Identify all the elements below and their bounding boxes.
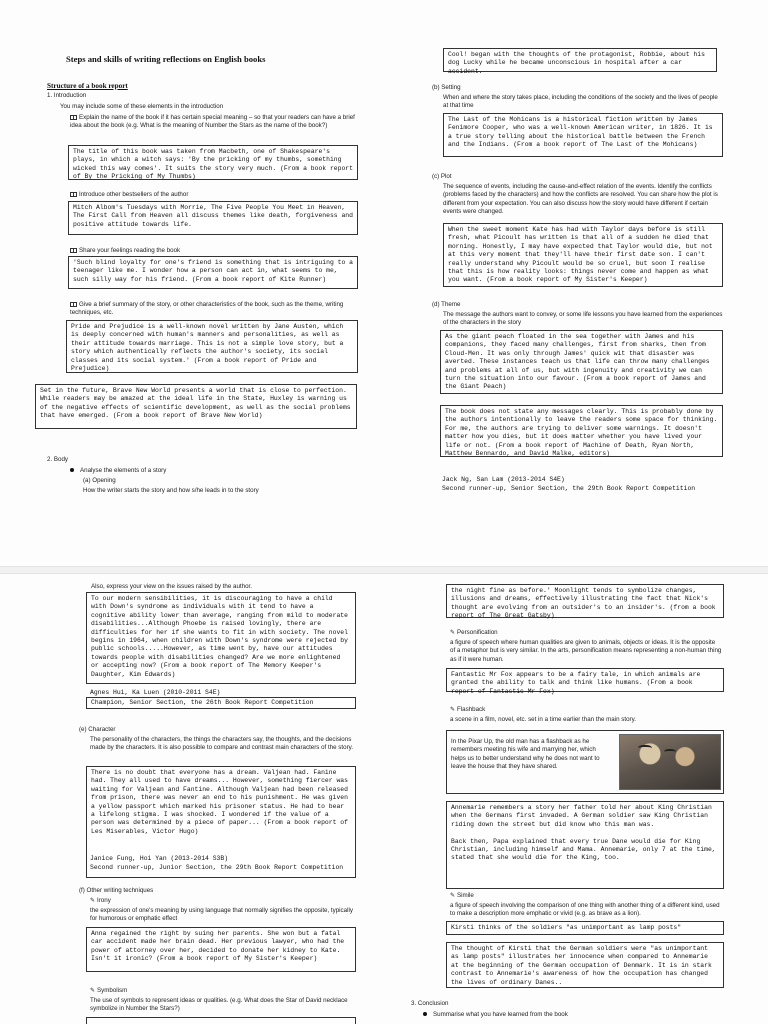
irony-label-text: Irony [97, 897, 111, 904]
box-annemarie: Annemarie remembers a story her father told her about King Christian when the Germans first invaded. A German soldier saw King Christian riding down the street but did know who this man was. Back then, Papa explained that every true Dane would die for King Christian, including himself and Mama. Annemarie, only 7 at the time, stated that she would die for the King, too. [446, 801, 724, 889]
flashback-label [450, 706, 485, 714]
box-kite-runner: 'Such blind loyalty for one's friend is something that is intriguing to a teenager like me. I wonder how a person can act in, what seems to me, such silly way for his friend. (From a book report of Kite Runner) [68, 256, 358, 289]
structure-heading: Structure of a book report [47, 82, 128, 90]
body-analyse-text: Analyse the elements of a story [80, 467, 167, 474]
credit-agnes: Agnes Hui, Ka Luen (2010-2011 S4E) [90, 689, 221, 696]
other-techniques-label: (f) Other writing techniques [79, 887, 154, 894]
opening-desc: How the writer starts the story and how s/he leads in to the story [83, 487, 259, 494]
intro-bestsellers [70, 191, 360, 199]
body-heading: 2. Body [47, 456, 68, 463]
flashback-example: In the Pixar Up, the old man has a flashback as he remembers meeting his wife and marrying her, which helps us to better understand why he does not want to leave the house that they have shared. [451, 738, 600, 771]
intro-summary-text: Give a brief summary of the story, or other characteristics of the book, such as the theme, writing techniques, etc. [70, 301, 344, 317]
plot-label: (c) Plot [432, 173, 452, 180]
box-pricking: The title of this book was taken from Macbeth, one of Shakespeare's plays, in which a witch says: 'By the pricking of my thumbs, something wicked this way comes'. It suits the story very much. (From a book report of By the Pricking of My Thumbs) [68, 145, 358, 180]
credit-jack: Jack Ng, San Lam (2013-2014 S4E) [442, 476, 565, 483]
credit-janice: Janice Fung, Hoi Yan (2013-2014 S3B) [90, 855, 229, 862]
credit-janice-award: Second runner-up, Junior Section, the 29th Book Report Competition [90, 864, 344, 871]
simile-label-text: Simile [457, 892, 474, 899]
box-fox: Fantastic Mr Fox appears to be a fairy tale, in which animals are granted the ability to talk and think like humans. (From a book report of Fantastic Mr Fox) [446, 668, 724, 692]
box-simile-explanation: The thought of Kirsti that the German soldiers were "as unimportant as lamp posts" illustrates her innocence when compared to Annemarie at the beginning of the German occupation of Denmark. It is in stark contrast to Annemarie's awareness of how the occupation has changed the lives of ordinary Danes.. [446, 942, 724, 988]
theme-label: (d) Theme [432, 301, 461, 308]
personification-label [450, 629, 498, 637]
setting-label: (b) Setting [432, 84, 461, 91]
intro-feelings-text: Share your feelings reading the book [79, 247, 181, 254]
box-mohicans: The Last of the Mohicans is a historical fiction written by James Fenimore Cooper, who was a well-known American writer, in 1826. It is a true story telling about the historical battle between the French and the Indians. (From a book report of The Last of the Mohicans) [443, 113, 723, 157]
intro-summary [70, 301, 360, 318]
document-title: Steps and skills of writing reflections on English books [66, 54, 266, 64]
plot-desc: The sequence of events, including the cause-and-effect relation of the events. Identify the conflicts (problems faced by the characters) and how the conflicts are resolved. You can share how the plot is different from your expectation. You can also discuss how the story would have different if certain events were changed. [443, 183, 718, 216]
bullet-icon [70, 468, 74, 472]
conclusion-item-text: Summarise what you have learned from the book [433, 1011, 568, 1018]
flashback-label-text: Flashback [457, 706, 486, 713]
pencil-icon: ✎ [450, 707, 456, 713]
also-express: Also, express your view on the issues raised by the author. [91, 583, 252, 590]
intro-feelings [70, 247, 360, 255]
intro-explain [70, 114, 360, 131]
box-kirsti: Kirsti thinks of the soldiers "as unimportant as lamp posts" [446, 921, 724, 935]
intro-bestsellers-text: Introduce other bestsellers of the author [79, 191, 189, 198]
pencil-icon: ✎ [450, 893, 456, 899]
personification-label-text: Personification [457, 629, 498, 636]
box-gatsby: the night fine as before.' Moonlight tends to symbolize changes, illusions and dreams, effectively illustrating the fact that Nick's thought are evolving from an outsider's to an insider's. (from a book report of The Great Gatsby) [446, 584, 724, 618]
pencil-icon: ✎ [90, 898, 96, 904]
book-icon [70, 302, 77, 307]
box-les-miserables: There is no doubt that everyone has a dream. Valjean had. Fanine had. They all used to have dreams... However, something fiercer was waiting for Valjean and Fantine. Although Valjean had been released from prison, there was never an end to his punishment. He was given a yellow passport which marked his prisoner status. He had to bear a lifelong stigma. I was shocked. I wondered if the value of a person was determined by a piece of paper... (From a book report of Les Miserables, Victor Hugo) [86, 766, 356, 878]
simile-label [450, 892, 474, 900]
bullet-icon [423, 1012, 427, 1016]
intro-heading: 1. Introduction [47, 92, 87, 99]
pencil-icon: ✎ [450, 630, 456, 636]
body-analyse [70, 467, 166, 475]
opening-label: (a) Opening [83, 477, 116, 484]
box-albom: Mitch Albom's Tuesdays with Morrie, The Five People You Meet in Heaven, The First Call from Heaven all discuss themes like death, forgiveness and positive attitude towards life. [68, 201, 358, 235]
box-symbolism-cut [86, 1017, 356, 1024]
pencil-icon: ✎ [90, 988, 96, 994]
flashback-desc: a scene in a film, novel, etc. set in a time earlier than the main story. [450, 716, 636, 723]
box-cool: Cool! began with the thoughts of the protagonist, Robbie, about his dog Lucky while he became unconscious in hospital after a car accident. [443, 48, 717, 72]
conclusion-label: 3. Conclusion [411, 1000, 449, 1007]
symbolism-label [90, 987, 127, 995]
box-irony: Anna regained the right by suing her parents. She won but a fatal car accident made her brain dead. Her previous lawyer, who had the power of attorney over her, decided to donate her kidney to Kate. Isn't it ironic? (From a book report of My Sister's Keeper) [86, 927, 356, 972]
credit-agnes-award: Champion, Senior Section, the 26th Book Report Competition [86, 697, 356, 709]
irony-label [90, 897, 111, 905]
personification-desc: a figure of speech where human qualities are given to animals, objects or ideas. It is the opposite of a metaphor but is very similar. In the arts, personification means representing a non-human thing as if it were human. [450, 639, 722, 663]
intro-note: You may include some of these elements in the introduction [60, 103, 224, 110]
theme-desc: The message the authors want to convey, or some life lessons you have learned from the experiences of the characters in the story [443, 311, 723, 327]
box-memory-keeper: To our modern sensibilities, it is discouraging to have a child with Down's syndrome as individuals with it tend to have a cognitive ability lower than average, ranging from mild to moderate disabilities...Although Phoebe is raised lovingly, there are difficulties for her if she wants to fit in with society. The novel begins in 1964, when children with Down's syndrome were rejected by public schools.....However, as time went by, have our attitudes towards people with disabilities changed? Are we more enlightened or accepting now? (From a book report of The Memory Keeper's Daughter, Kim Edwards) [86, 592, 356, 684]
box-machine-of-death: The book does not state any messages clearly. This is probably done by the authors intentionally to leave the readers some space for thinking. For me, the authors are trying to deliver some warnings. It doesn't matter how you dies, but it does matter whether you have lived your life or not. (From a book report of Machine of Death, Ryan North, Matthew Bennardo, and David Malke, editors) [440, 405, 723, 457]
page-divider [0, 566, 768, 574]
book-icon [70, 192, 77, 197]
simile-desc: a figure of speech involving the comparison of one thing with another thing of a different kind, used to make a description more emphatic or vivid (e.g. as brave as a lion). [450, 902, 720, 918]
box-pride: Pride and Prejudice is a well-known novel written by Jane Austen, which is deeply concerned with human's manners and personalities, as well as their attitude towards marriage. This is not a simple love story, but a story which authentically reflects the author's society, its social classes and its social system.' (From a book report of Pride and Prejudice) [66, 320, 358, 373]
box-sisters-keeper: When the sweet moment Kate has had with Taylor days before is still fresh, what Picoult has written is that all of a sudden he died that morning. Honestly, I may have expected that Taylor would die, but not at this very moment that they'll have their first date son. I can't really understand why Picoult would be so cruel, but soon I realise that this is how reality looks: things never come and happen as what you want. (From a book report of My Sister's Keeper) [443, 223, 723, 287]
intro-explain-text: Explain the name of the book if it has certain special meaning – so that your readers can have a brief idea about the book (e.g. What is the meaning of Number the Stars as the name of the book?) [70, 114, 355, 130]
flashback-example-box [446, 730, 724, 794]
up-movie-photo [619, 734, 721, 790]
setting-desc: When and where the story takes place, including the conditions of the society and the lives of people at that time [443, 94, 718, 110]
conclusion-item [423, 1011, 568, 1019]
box-brave-new-world: Set in the future, Brave New World presents a world that is close to perfection. While readers may be amazed at the ideal life in the State, Huxley is warning us of the negative effects of scientific development, as well as the social problems that have emerged. (From a book report of Brave New World) [35, 384, 357, 429]
box-giant-peach: As the giant peach floated in the sea together with James and his companions, they faced many challenges, first from sharks, then from Cloud-Men. It was only through James' quick wit that disaster was averted. These instances teach us that life can throw many challenges and problems at all of us, but with ingenuity and creativity we can turn the situation into our favour. (From a book report of James and the Giant Peach) [440, 330, 723, 394]
credit-jack-award: Second runner-up, Senior Section, the 29th Book Report Competition [442, 485, 696, 492]
irony-desc: the expression of one's meaning by using language that normally signifies the opposite, typically for humorous or emphatic effect [90, 907, 353, 923]
character-label: (e) Character [79, 726, 116, 733]
book-icon [70, 248, 77, 253]
character-desc: The personality of the characters, the things the characters say, the thoughts, and the decisions made by the characters. It is also possible to compare and contrast main characters of the story. [90, 736, 353, 752]
symbolism-desc: The use of symbols to represent ideas or qualities. (e.g. What does the Star of David necklace symbolize in Number the Stars?) [90, 997, 348, 1013]
book-icon [70, 115, 77, 120]
symbolism-label-text: Symbolism [97, 987, 128, 994]
